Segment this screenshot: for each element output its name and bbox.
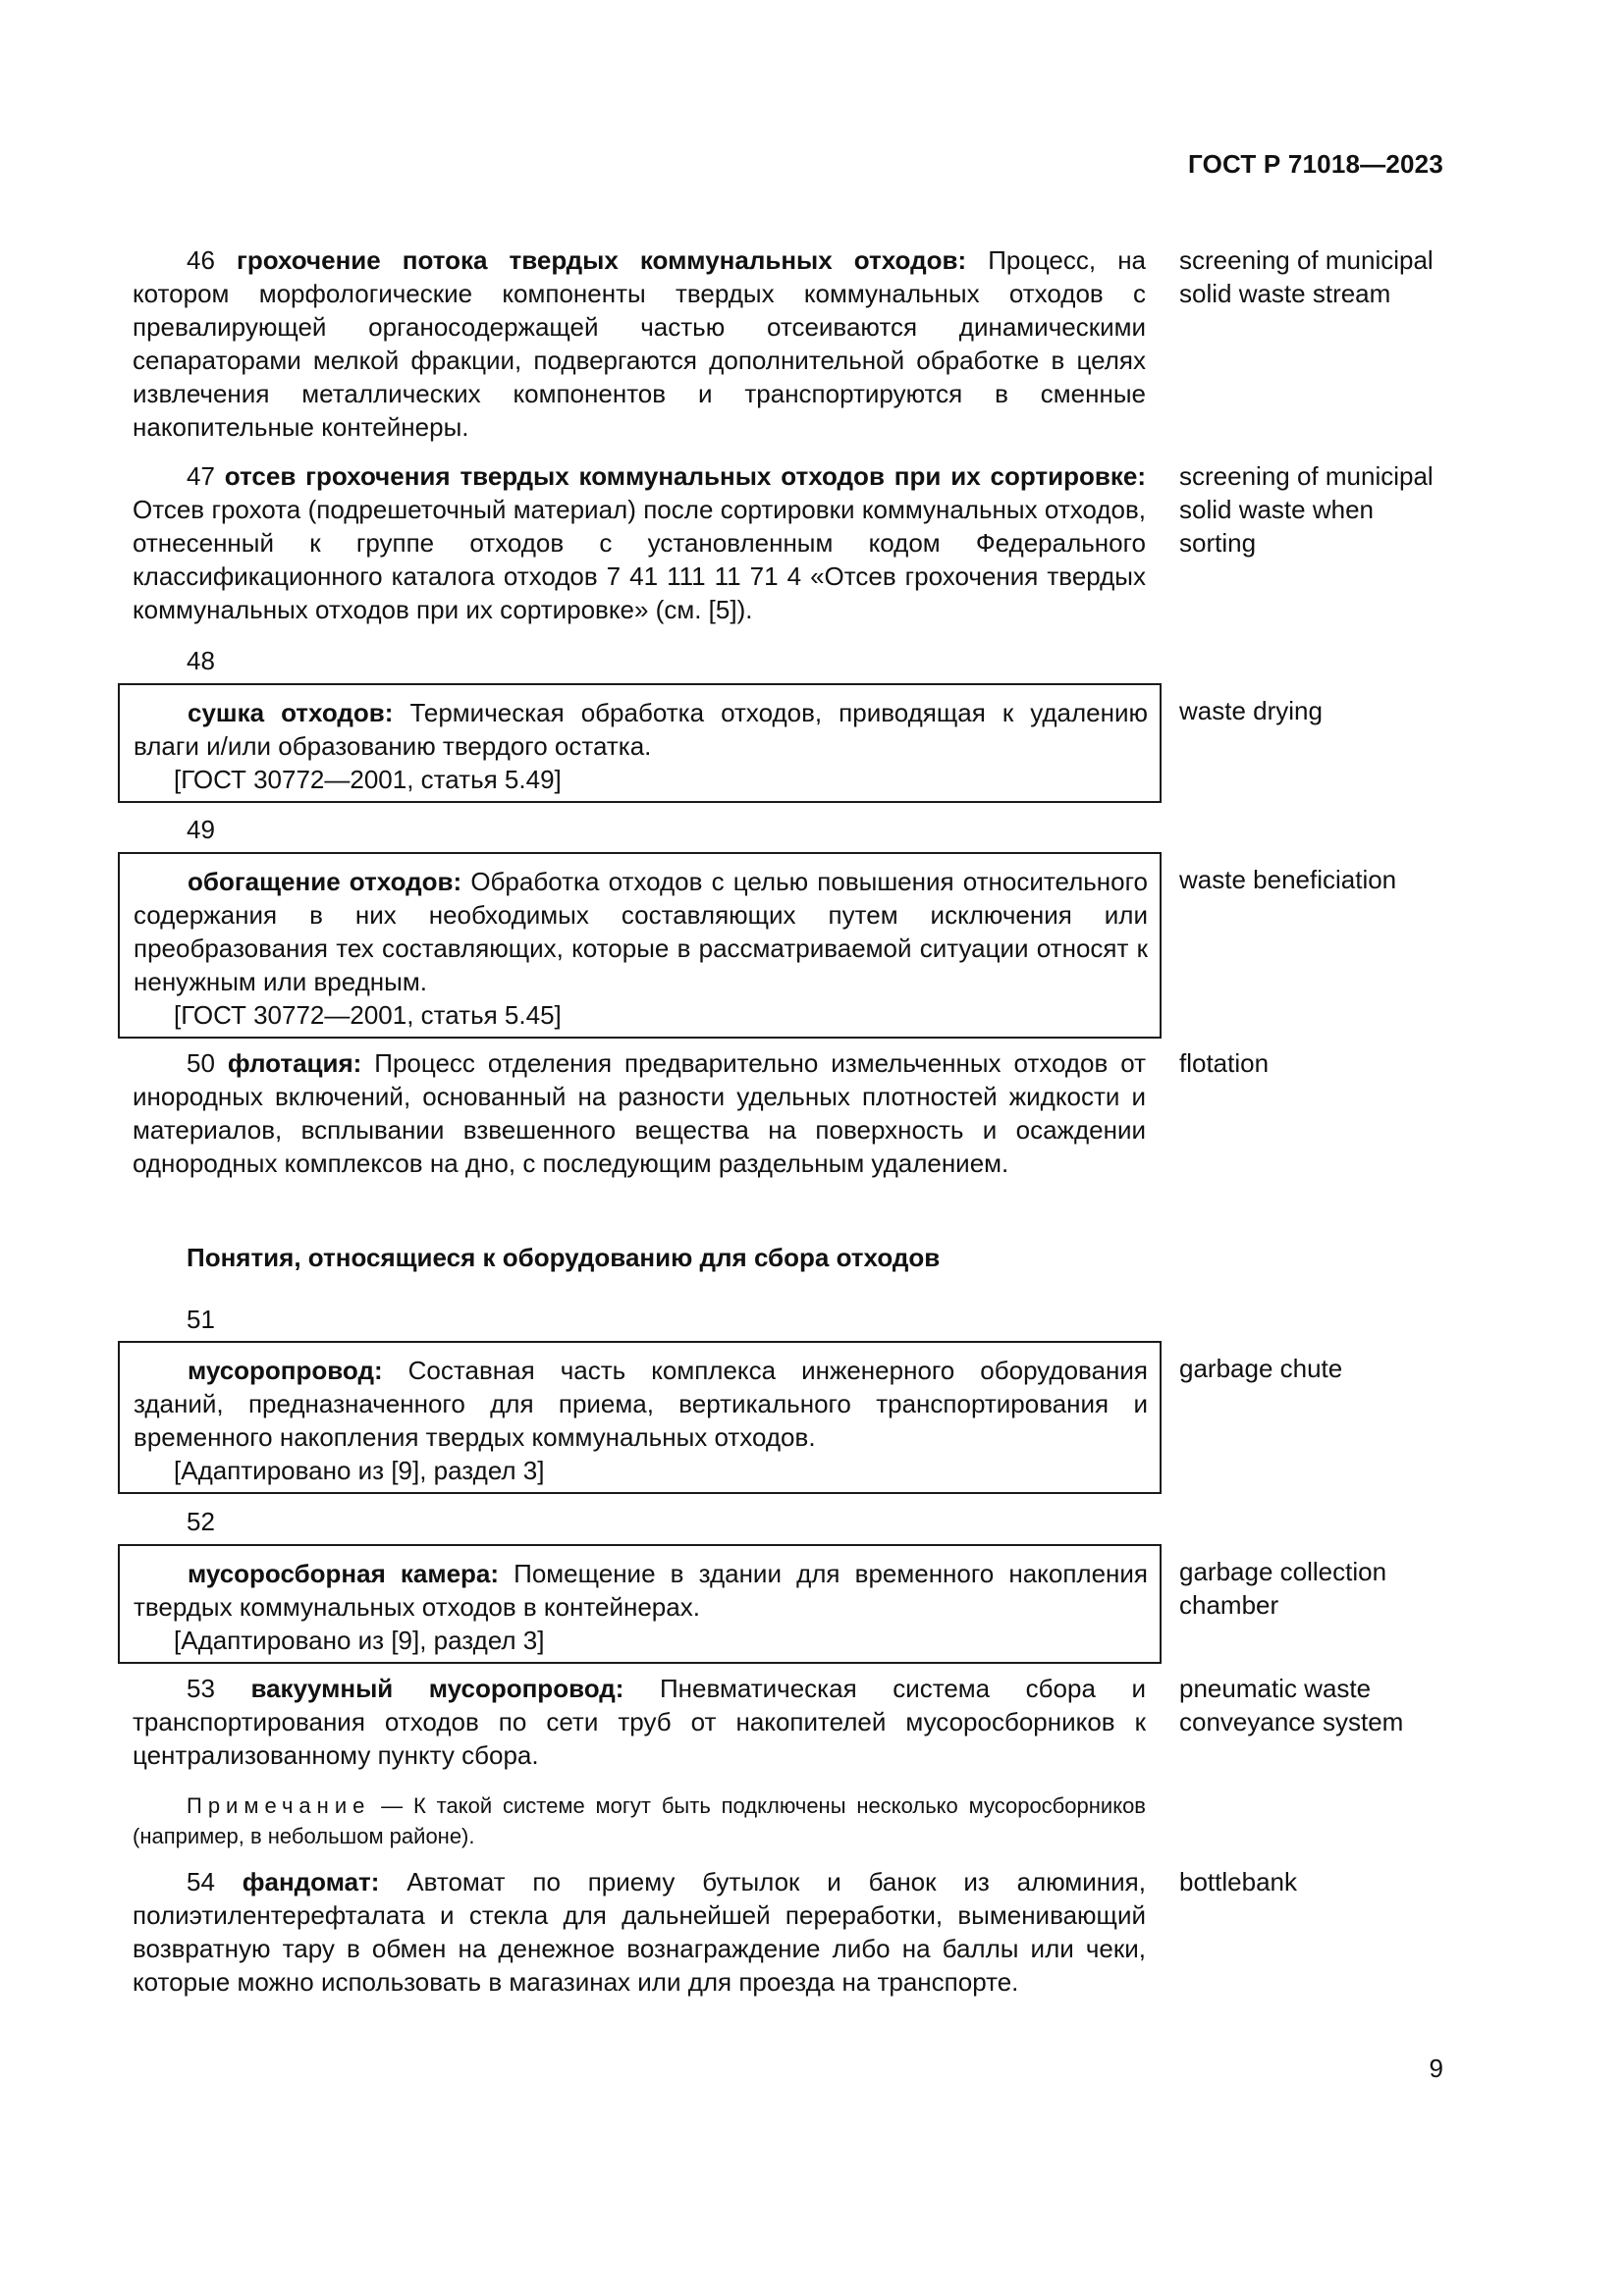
note-text: — К такой системе могут быть подключены несколько мусоросборников (например, в небольшом районе). xyxy=(133,1793,1146,1848)
term-entry-46 xyxy=(133,243,1146,444)
term-entry-49 xyxy=(134,865,1148,998)
note-label: Примечание xyxy=(187,1793,371,1818)
english-equivalent-46: screening of municipal solid waste stream xyxy=(1179,245,1434,308)
term-definition: Процесс, на котором морфологические компоненты твердых коммунальных отходов с превалирующей органосодержащей частью отсеиваются динамическими сепараторами мелкой фракции, подвергаются дополнительной обработке в целях извлечения металлических компонентов и транспортируются в сменные накопительные контейнеры. xyxy=(133,245,1147,442)
term-number: 53 xyxy=(187,1674,215,1703)
english-equivalent-52: garbage collection chamber xyxy=(1179,1557,1387,1620)
term-box-51 xyxy=(118,1341,1162,1494)
term-number: 47 xyxy=(187,461,215,491)
term-source: [Адаптировано из [9], раздел 3] xyxy=(174,1626,545,1655)
term-entry-51 xyxy=(134,1354,1148,1454)
term-number: 54 xyxy=(187,1867,215,1896)
english-equivalent-47: screening of municipal solid waste when sorting xyxy=(1179,461,1434,558)
term-definition: Составная часть комплекса инженерного оборудования зданий, предназначенного для приема, вертикального транспортирования и временного накопления твердых коммунальных отходов. xyxy=(134,1356,1148,1452)
english-equivalent-50: flotation xyxy=(1179,1048,1270,1078)
term-source: [Адаптировано из [9], раздел 3] xyxy=(174,1456,545,1485)
term-entry-52 xyxy=(134,1557,1148,1624)
english-equivalent-53: pneumatic waste conveyance system xyxy=(1179,1674,1404,1736)
term-definition: Термическая обработка отходов, приводящая к удалению влаги и/или образованию твердого остатка. xyxy=(134,698,1148,761)
term-box-48 xyxy=(118,683,1162,803)
term-name: флотация: xyxy=(227,1048,362,1078)
term-source: [ГОСТ 30772—2001, статья 5.45] xyxy=(174,1000,562,1030)
term-number-52: 52 xyxy=(187,1507,215,1536)
term-entry-48 xyxy=(134,696,1148,763)
term-definition: Процесс отделения предварительно измельченных отходов от инородных включений, основанный на разности удельных плотностей жидкости и материалов, всплывании взвешенного вещества на поверхность и осаждении однородных комплексов на дно, с последующим раздельным удалением. xyxy=(133,1048,1147,1178)
term-entry-53 xyxy=(133,1672,1146,1772)
english-equivalent-49: waste beneficiation xyxy=(1179,865,1397,894)
term-name: сушка отходов: xyxy=(188,698,394,727)
english-equivalent-54: bottlebank xyxy=(1179,1867,1297,1896)
term-entry-50 xyxy=(133,1046,1146,1180)
term-name: мусоросборная камера: xyxy=(188,1559,500,1588)
term-definition: Автомат по приему бутылок и банок из алюминия, полиэтилентерефталата и стекла для дальнейшей переработки, выменивающий возвратную тару в обмен на денежное вознаграждение либо на баллы или чеки, которые можно использовать в магазинах или для проезда на транспорте. xyxy=(133,1867,1146,1997)
document-code-header: ГОСТ Р 71018—2023 xyxy=(1188,149,1443,179)
term-name: вакуумный мусоропровод: xyxy=(250,1674,624,1703)
term-number: 46 xyxy=(187,245,215,275)
term-entry-47 xyxy=(133,459,1146,626)
term-number: 50 xyxy=(187,1048,215,1078)
term-number-49: 49 xyxy=(187,815,215,844)
term-definition: Помещение в здании для временного накопления твердых коммунальных отходов в контейнерах. xyxy=(134,1559,1148,1622)
page-number: 9 xyxy=(1429,2054,1443,2083)
term-box-49 xyxy=(118,852,1162,1039)
english-equivalent-51: garbage chute xyxy=(1179,1354,1343,1383)
term-source: [ГОСТ 30772—2001, статья 5.49] xyxy=(174,765,562,794)
term-entry-54 xyxy=(133,1865,1146,1999)
term-name: обогащение отходов: xyxy=(188,867,462,896)
english-equivalent-48: waste drying xyxy=(1179,696,1323,725)
term-number-51: 51 xyxy=(187,1305,215,1334)
term-definition: Отсев грохота (подрешеточный материал) после сортировки коммунальных отходов, отнесенный к группе отходов с установленным кодом Федерального классификационного каталога отходов 7 41 111 11 71 4 «Отсев грохочения твердых коммунальных отходов при их сортировке» (см. [5]). xyxy=(133,495,1146,624)
term-name: фандомат: xyxy=(242,1867,380,1896)
term-name: отсев грохочения твердых коммунальных отходов при их сортировке: xyxy=(224,461,1146,491)
term-definition: Обработка отходов с целью повышения относительного содержания в них необходимых составляющих путем исключения или преобразования тех составляющих, которые в рассматриваемой ситуации относят к ненужным или вредным. xyxy=(134,867,1148,996)
term-note-53 xyxy=(133,1790,1146,1851)
term-definition: Пневматическая система сбора и транспортирования отходов по сети труб от накопителей мусоросборников к централизованному пункту сбора. xyxy=(133,1674,1146,1770)
term-number-48: 48 xyxy=(187,646,215,675)
term-box-52 xyxy=(118,1544,1162,1664)
term-name: мусоропровод: xyxy=(188,1356,383,1385)
term-name: грохочение потока твердых коммунальных отходов: xyxy=(237,245,967,275)
section-title: Понятия, относящиеся к оборудованию для сбора отходов xyxy=(187,1243,941,1272)
